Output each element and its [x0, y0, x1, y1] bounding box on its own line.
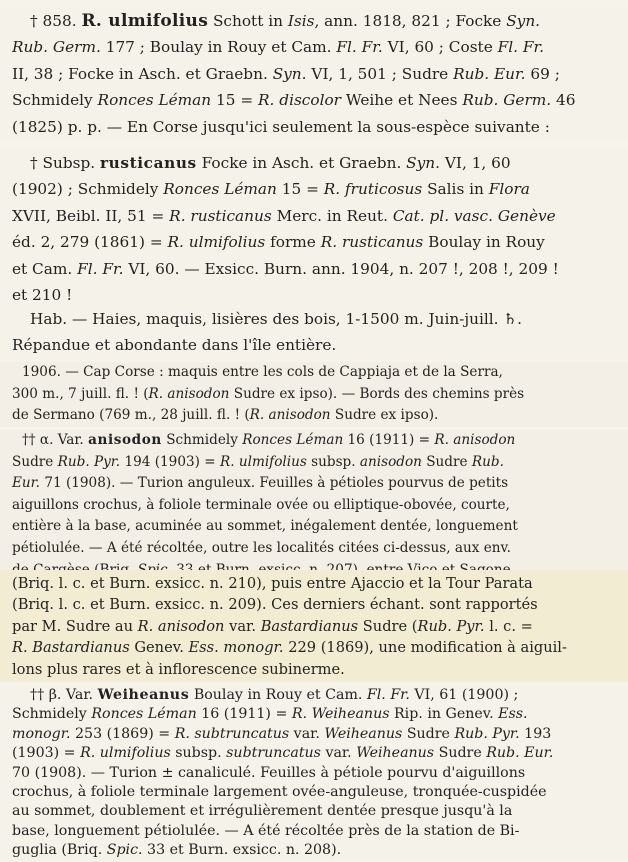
text-line: (1825) p. p. — En Corse jusqu'ici seulement la sous-espèce suivante :: [12, 117, 550, 136]
text-line: 1906. — Cap Corse : maquis entre les cols de Cappiaja et de la Serra,: [22, 364, 503, 380]
text-line: (Briq. l. c. et Burn. exsicc. n. 209). Ces derniers échant. sont rapportés: [12, 596, 538, 614]
text-line: Schmidely Ronces Léman 16 (1911) = R. Weiheanus Rip. in Genev. Ess.: [12, 706, 528, 723]
text-line: Hab. — Haies, maquis, lisières des bois, 1-1500 m. Juin-juill. ♄.: [30, 310, 522, 328]
text-line: 70 (1908). — Turion ± canaliculé. Feuilles à pétiole pourvu d'aiguillons: [12, 764, 526, 781]
text-line: Rub. Germ. 177 ; Boulay in Rouy et Cam. Fl. Fr. VI, 60 ; Coste Fl. Fr.: [12, 38, 544, 57]
variety-weiheanus-entry: [0, 682, 628, 861]
text-line: Répandue et abondante dans l'île entière.: [12, 336, 337, 355]
text-line: monogr. 253 (1869) = R. subtruncatus var. Weiheanus Sudre Rub. Pyr. 193: [12, 725, 552, 742]
text-line: †† α. Var. anisodon Schmidely Ronces Léman 16 (1911) = R. anisodon: [22, 432, 516, 448]
localities-1906: [0, 362, 628, 427]
text-line: †† β. Var. Weiheanus Boulay in Rouy et Cam. Fl. Fr. VI, 61 (1900) ;: [30, 687, 519, 703]
text-line: et Cam. Fl. Fr. VI, 60. — Exsicc. Burn. ann. 1904, n. 207 !, 208 !, 209 !: [12, 259, 559, 278]
text-line: lons plus rares et à inflorescence subinerme.: [12, 660, 345, 678]
text-line: et 210 !: [12, 285, 73, 304]
text-line: (Briq. l. c. et Burn. exsicc. n. 210), puis entre Ajaccio et la Tour Parata: [12, 575, 533, 592]
text-line: (1902) ; Schmidely Ronces Léman 15 = R. fruticosus Salis in Flora: [12, 180, 530, 199]
text-line: pétiolulée. — A été récoltée, outre les localités citées ci-dessus, aux env.: [12, 539, 511, 556]
text-line: XVII, Beibl. II, 51 = R. rusticanus Merc. in Reut. Cat. pl. vasc. Genève: [12, 206, 556, 225]
text-line: aiguillons crochus, à foliole terminale ovée ou elliptique-obovée, courte,: [12, 496, 510, 513]
text-line: Sudre Rub. Pyr. 194 (1903) = R. ulmifolius subsp. anisodon Sudre Rub.: [12, 453, 504, 470]
text-line: 300 m., 7 juill. fl. ! (R. anisodon Sudre ex ipso). — Bords des chemins près: [12, 385, 525, 402]
text-line: II, 38 ; Focke in Asch. et Graebn. Syn. VI, 1, 501 ; Sudre Rub. Eur. 69 ;: [12, 64, 560, 83]
text-line: Eur. 71 (1908). — Turion anguleux. Feuilles à pétioles pourvus de petits: [12, 475, 509, 492]
species-858-entry: [0, 8, 628, 140]
text-line: † 858. R. ulmifolius Schott in Isis, ann. 1818, 821 ; Focke Syn.: [30, 11, 541, 31]
text-line: entière à la base, acuminée au sommet, inégalement dentée, longuement: [12, 518, 518, 535]
anisodon-continuation: [0, 570, 628, 682]
text-line: au sommet, doublement et irrégulièrement dentée presque jusqu'à la: [12, 803, 513, 820]
text-line: † Subsp. rusticanus Focke in Asch. et Graebn. Syn. VI, 1, 60: [30, 154, 511, 172]
text-line: (1903) = R. ulmifolius subsp. subtruncatus var. Weiheanus Sudre Rub. Eur.: [12, 745, 554, 762]
text-line: Schmidely Ronces Léman 15 = R. discolor Weihe et Nees Rub. Germ. 46: [12, 91, 576, 110]
text-line: guglia (Briq. Spic. 33 et Burn. exsicc. n. 208).: [12, 842, 342, 859]
text-line: par M. Sudre au R. anisodon var. Bastardianus Sudre (Rub. Pyr. l. c. =: [12, 617, 533, 635]
text-line: R. Bastardianus Genev. Ess. monogr. 229 (1869), une modification à aiguil-: [12, 639, 567, 657]
habitat-paragraph: [0, 306, 628, 359]
text-line: base, longuement pétiolulée. — A été récoltée près de la station de Bi-: [12, 822, 520, 839]
text-line: éd. 2, 279 (1861) = R. ulmifolius forme R. rusticanus Boulay in Rouy: [12, 233, 545, 252]
variety-anisodon-entry: [0, 430, 628, 581]
text-line: de Sermano (769 m., 28 juill. fl. ! (R. anisodon Sudre ex ipso).: [12, 407, 439, 424]
subspecies-rusticanus-entry: [0, 150, 628, 308]
text-line: crochus, à foliole terminale largement ovée-anguleuse, tronquée-cuspidée: [12, 783, 547, 800]
